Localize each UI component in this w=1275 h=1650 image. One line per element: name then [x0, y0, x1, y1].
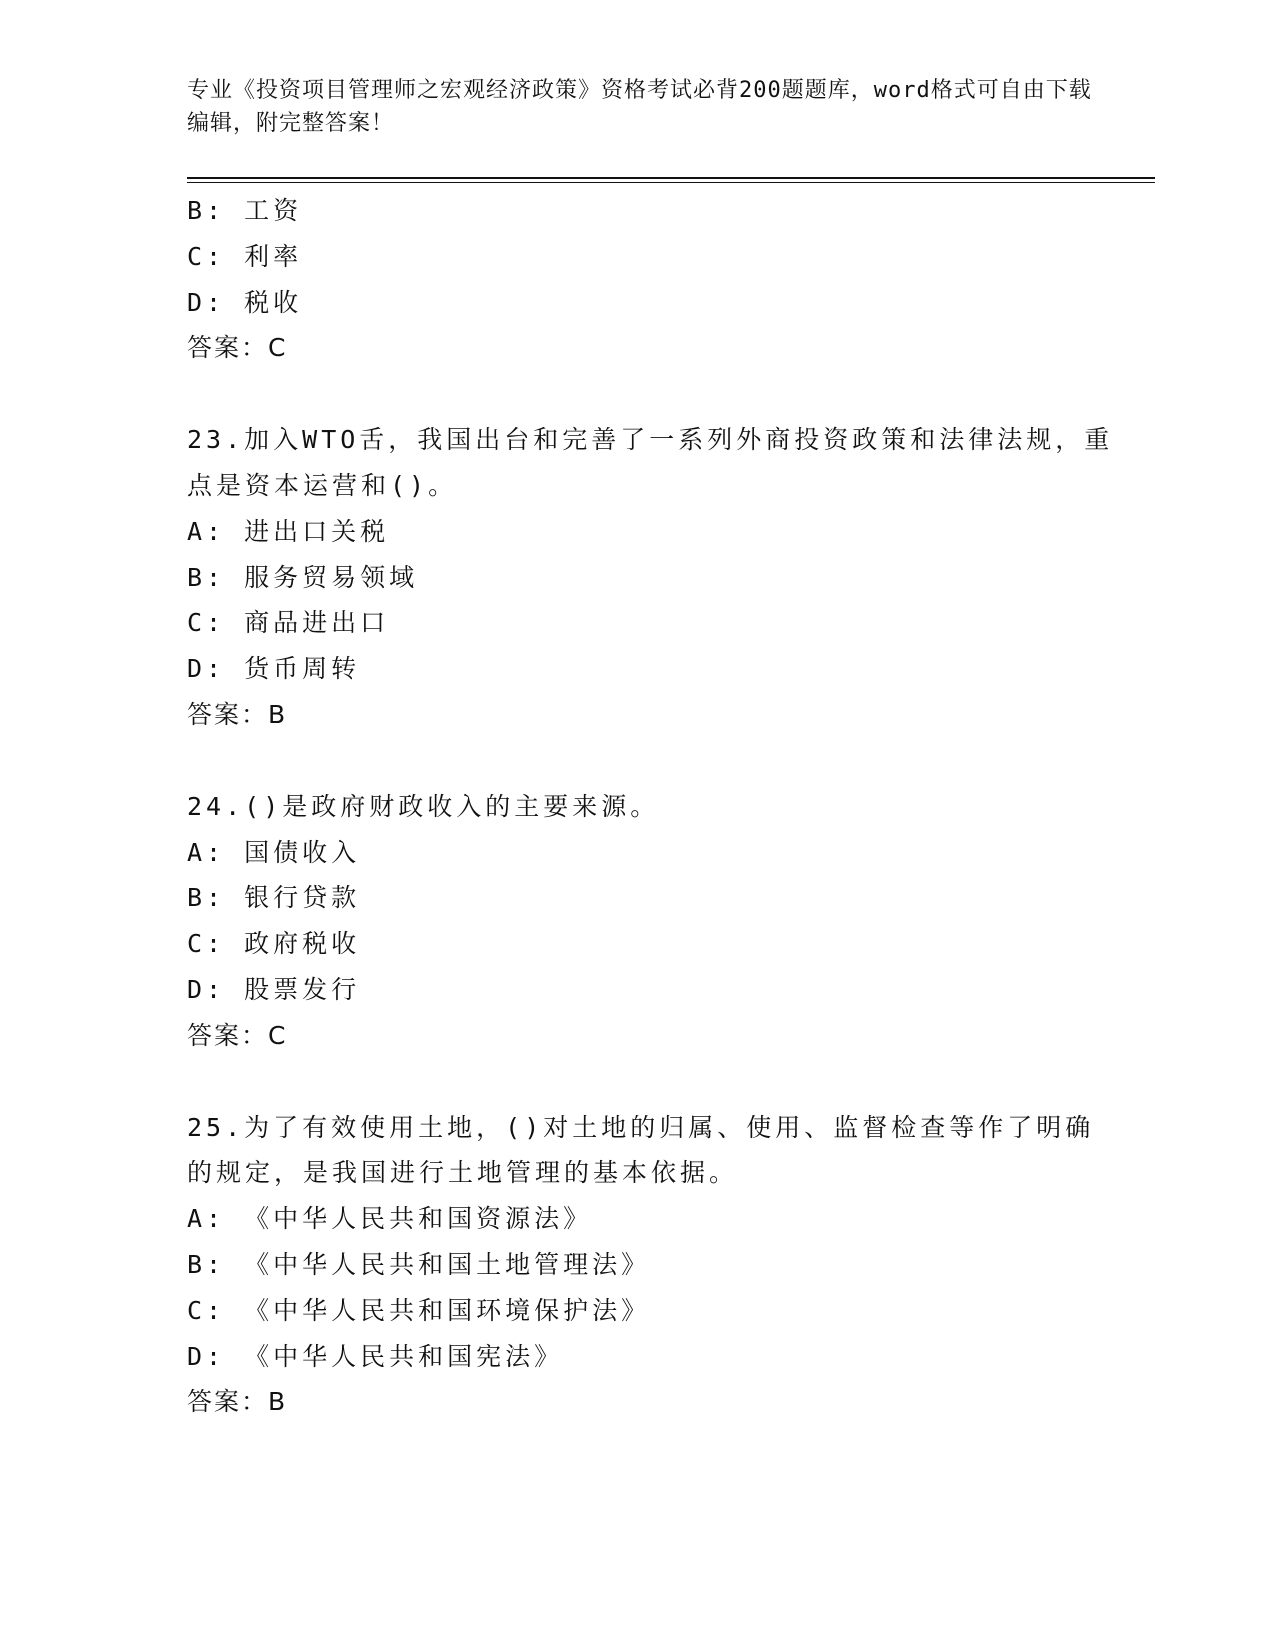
option-b: B: 工资 — [187, 196, 303, 225]
question-stem: 24.()是政府财政收入的主要来源。 — [187, 791, 660, 821]
option-a: A: 国债收入 — [187, 837, 361, 867]
option-c: C: 利率 — [187, 241, 303, 271]
header-divider-thin — [187, 182, 1155, 183]
option-a: A: 《中华人民共和国资源法》 — [187, 1204, 593, 1234]
question-stem: 25.为了有效使用土地，()对土地的归属、使用、监督检查等作了明确的规定，是我国进行土地管理的基本依据。 — [187, 1112, 1095, 1188]
question-gap — [187, 371, 1117, 417]
option-c: C: 《中华人民共和国环境保护法》 — [187, 1295, 651, 1325]
header-divider-thick — [187, 177, 1155, 179]
option-b: B: 银行贷款 — [187, 883, 361, 913]
answer: 答案：B — [187, 699, 288, 729]
answer: 答案：C — [187, 333, 288, 363]
option-c: C: 政府税收 — [187, 929, 361, 959]
question-24 — [187, 784, 1117, 1059]
document-header: 专业《投资项目管理师之宏观经济政策》资格考试必背200题题库，word格式可自由下载编辑，附完整答案！ — [187, 78, 1092, 136]
option-d: D: 《中华人民共和国宪法》 — [187, 1341, 564, 1371]
answer: 答案：B — [187, 1387, 288, 1417]
question-list — [187, 188, 1117, 1425]
option-c: C: 商品进出口 — [187, 608, 390, 638]
question-stem: 23.加入WTO舌，我国出台和完善了一系列外商投资政策和法律法规，重点是资本运营和()。 — [187, 425, 1114, 500]
option-b: B: 《中华人民共和国土地管理法》 — [187, 1249, 651, 1279]
question-gap — [187, 738, 1117, 784]
option-d: D: 税收 — [187, 287, 303, 317]
option-d: D: 股票发行 — [187, 974, 361, 1004]
answer: 答案：C — [187, 1020, 288, 1050]
question-22-partial — [187, 188, 1117, 371]
question-gap — [187, 1059, 1117, 1105]
option-d: D: 货币周转 — [187, 654, 361, 684]
option-b: B: 服务贸易领域 — [187, 562, 419, 592]
option-a: A: 进出口关税 — [187, 516, 390, 546]
question-23 — [187, 417, 1117, 738]
question-25 — [187, 1105, 1117, 1426]
